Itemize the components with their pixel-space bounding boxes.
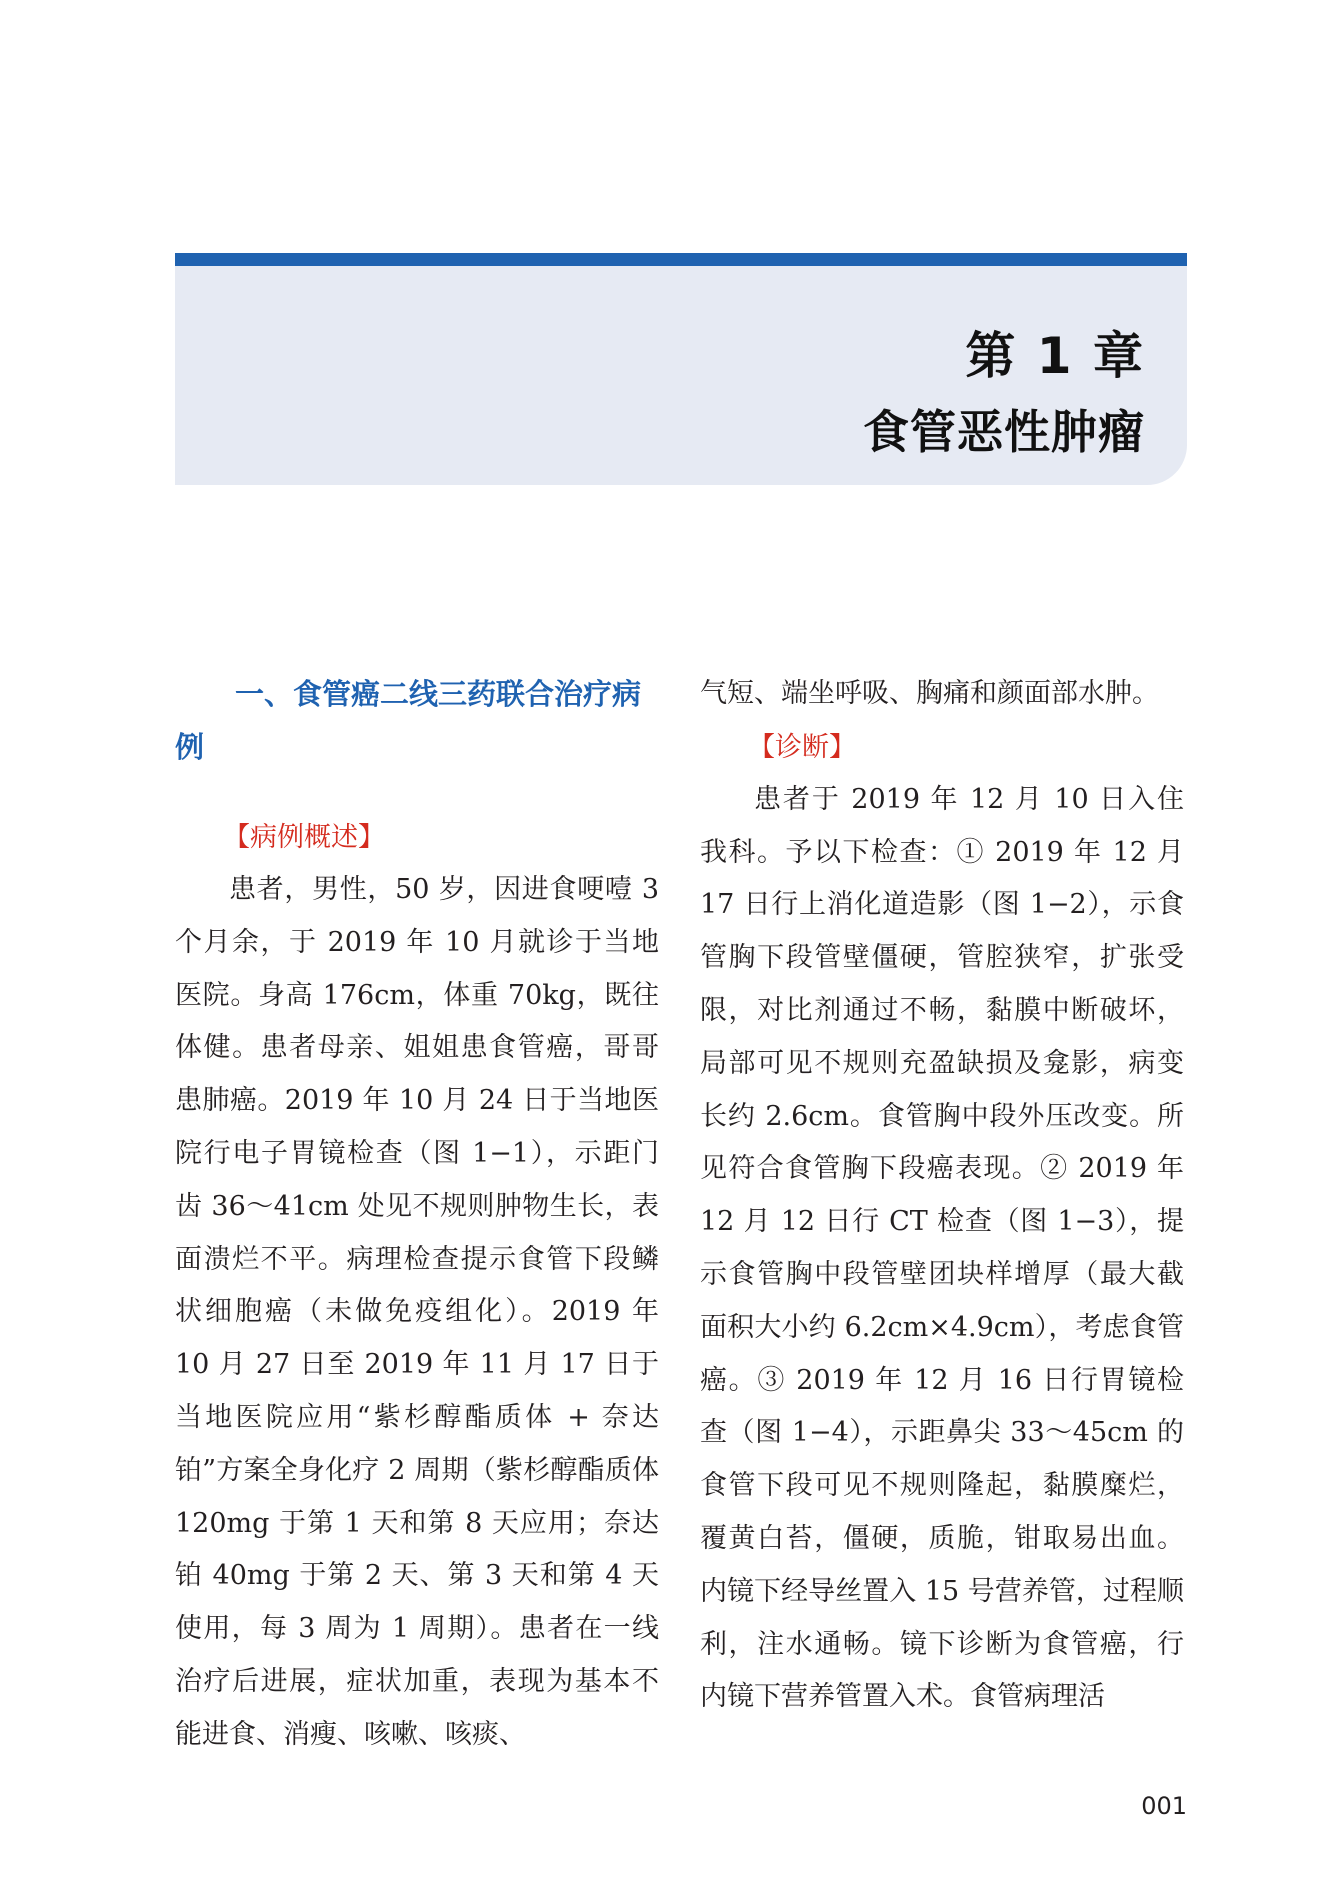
overview-label: 【病例概述】 xyxy=(223,822,385,853)
left-column xyxy=(175,668,659,1762)
page-number: 001 xyxy=(1141,1792,1187,1820)
chapter-number: 第 1 章 xyxy=(965,327,1145,385)
diagnosis-label: 【诊断】 xyxy=(748,731,856,763)
overview-continuation: 气短、端坐呼吸、胸痛和颜面部水肿。 xyxy=(700,678,1159,709)
spacer xyxy=(175,774,659,811)
overview-paragraph: 患者，男性，50 岁，因进食哽噎 3 个月余，于 2019 年 10 月就诊于当地医院。身高 176cm，体重 70kg，既往体健。患者母亲、姐姐患食管癌，哥哥患肺癌。2019 年 10 月 24 日于当地医院行电子胃镜检查（图 1−1），示距门齿 36～41cm 处见不规则肿物生长，表面溃烂不平。病理检查提示食管下段鳞状细胞癌（未做免疫组化）。2019 年 10 月 27 日至 2019 年 11 月 17 日于当地医院应用“紫杉醇酯质体 + 奈达铂”方案全身化疗 2 周期（紫杉醇酯质体 120mg 于第 1 天和第 8 天应用；奈达铂 40mg 于第 2 天、第 3 天和第 4 天使用，每 3 周为 1 周期）。患者在一线治疗后进展，症状加重，表现为基本不能进食、消瘦、咳嗽、咳痰、 xyxy=(175,874,659,1750)
right-column xyxy=(700,668,1184,1724)
chapter-title: 食管恶性肿瘤 xyxy=(863,405,1145,459)
chapter-banner xyxy=(175,253,1187,485)
diagnosis-paragraph: 患者于 2019 年 12 月 10 日入住我科。予以下检查：① 2019 年 12 月 17 日行上消化道造影（图 1−2），示食管胸下段管壁僵硬，管腔狭窄，扩张受限，对比剂通过不畅，黏膜中断破坏，局部可见不规则充盈缺损及龛影，病变长约 2.6cm。食管胸中段外压改变。所见符合食管胸下段癌表现。② 2019 年 12 月 12 日行 CT 检查（图 1−3），提示食管胸中段管壁团块样增厚（最大截面积大小约 6.2cm×4.9cm），考虑食管癌。③ 2019 年 12 月 16 日行胃镜检查（图 1−4），示距鼻尖 33～45cm 的食管下段可见不规则隆起，黏膜糜烂，覆黄白苔，僵硬，质脆，钳取易出血。内镜下经导丝置入 15 号营养管，过程顺利，注水通畅。镜下诊断为食管癌，行内镜下营养管置入术。食管病理活 xyxy=(700,783,1184,1713)
section-heading: 一、食管癌二线三药联合治疗病例 xyxy=(175,677,642,764)
